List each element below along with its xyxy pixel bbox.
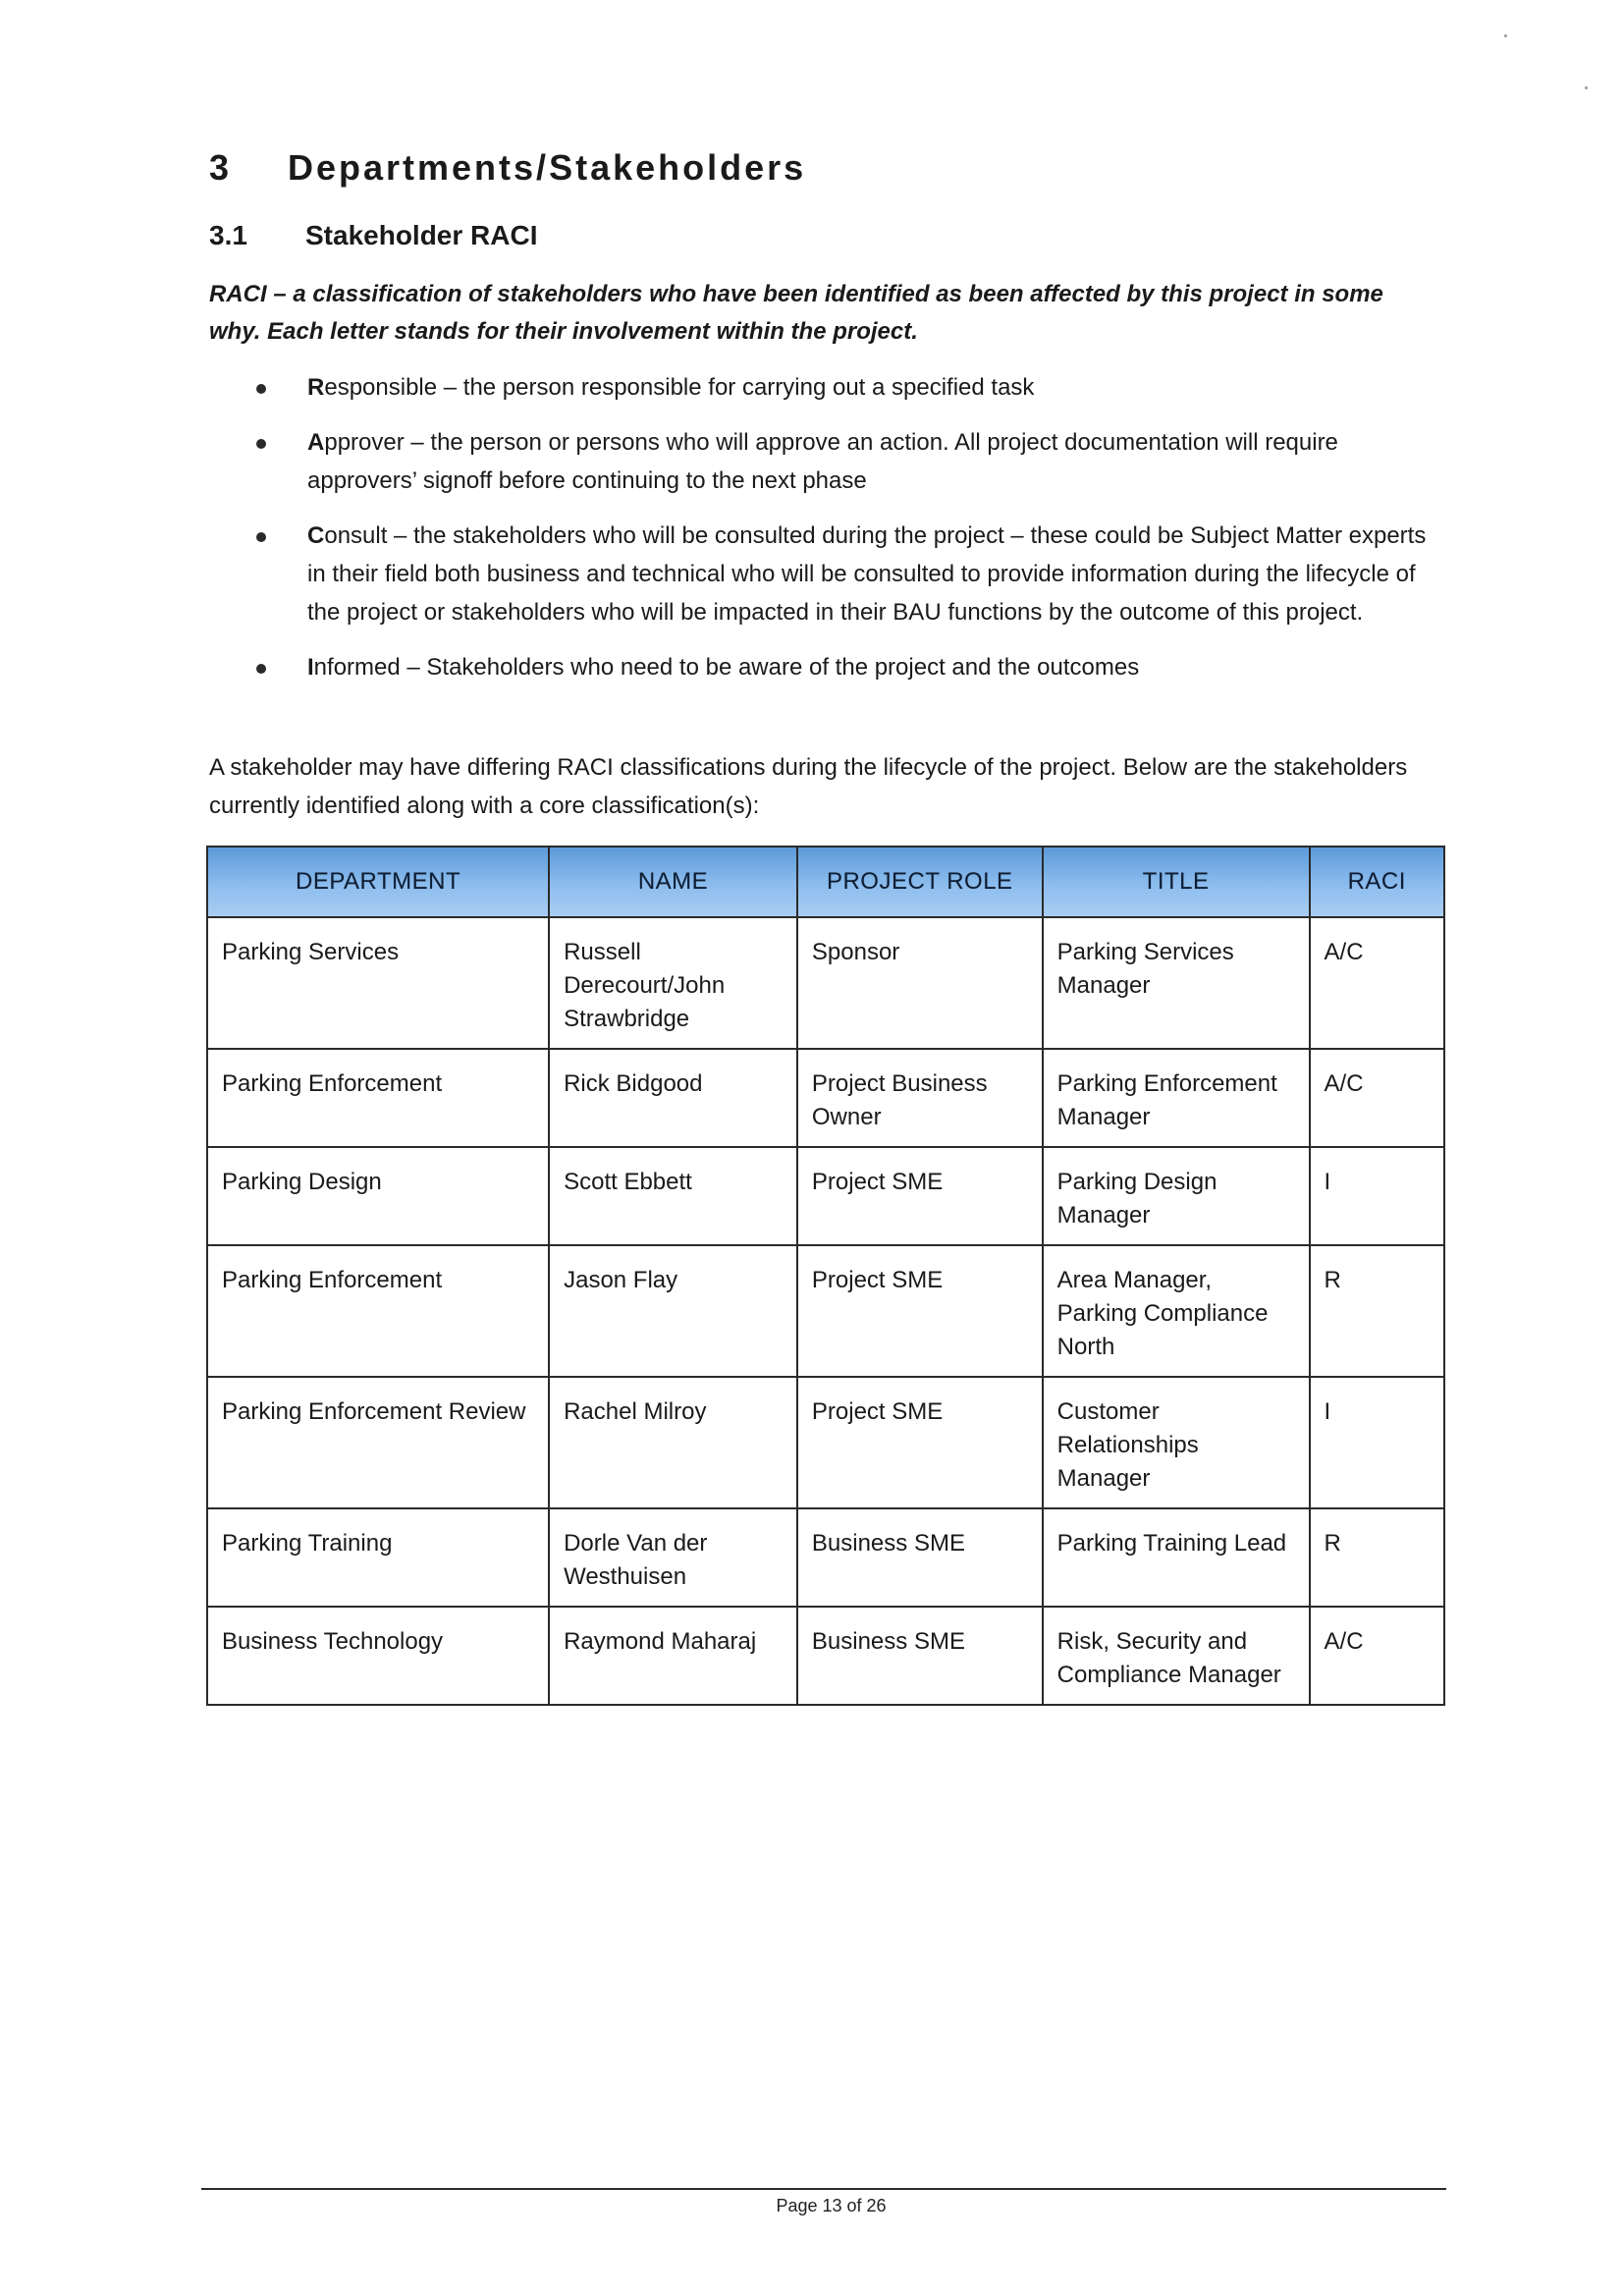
list-item <box>209 368 1446 407</box>
bullet-icon <box>256 384 266 394</box>
bullet-icon <box>256 532 266 542</box>
cell-project-role: Project Business Owner <box>797 1049 1043 1147</box>
page-number: Page 13 of 26 <box>776 2196 887 2215</box>
bullet-icon <box>256 664 266 674</box>
table-header-row <box>207 847 1444 917</box>
cell-department: Business Technology <box>207 1607 549 1705</box>
cell-project-role: Project SME <box>797 1245 1043 1377</box>
subsection-title: Stakeholder RACI <box>305 220 538 250</box>
cell-project-role: Sponsor <box>797 917 1043 1049</box>
cell-title: Customer Relationships Manager <box>1043 1377 1310 1508</box>
bullet-text: pprover – the person or persons who will approve an action. All project documentation will require approvers’ signoff before continuing to the next phase <box>307 429 1338 494</box>
cell-project-role: Project SME <box>797 1147 1043 1245</box>
cell-title: Parking Design Manager <box>1043 1147 1310 1245</box>
cell-name: Dorle Van der Westhuisen <box>549 1508 797 1607</box>
bullet-initial: C <box>307 522 325 549</box>
column-header-raci: RACI <box>1310 847 1444 917</box>
subsection-heading <box>209 220 538 251</box>
cell-department: Parking Training <box>207 1508 549 1607</box>
cell-project-role: Project SME <box>797 1377 1043 1508</box>
cell-name: Raymond Maharaj <box>549 1607 797 1705</box>
list-item <box>209 423 1446 500</box>
section-heading <box>209 147 806 189</box>
cell-raci: A/C <box>1310 917 1444 1049</box>
cell-name: Rachel Milroy <box>549 1377 797 1508</box>
list-item <box>209 517 1446 631</box>
list-item <box>209 648 1446 686</box>
bullet-text: nformed – Stakeholders who need to be aware of the project and the outcomes <box>313 654 1140 681</box>
cell-raci: A/C <box>1310 1049 1444 1147</box>
cell-title: Area Manager, Parking Compliance North <box>1043 1245 1310 1377</box>
cell-raci: R <box>1310 1508 1444 1607</box>
column-header-title: TITLE <box>1043 847 1310 917</box>
cell-raci: R <box>1310 1245 1444 1377</box>
cell-raci: I <box>1310 1147 1444 1245</box>
bullet-initial: A <box>307 429 325 456</box>
raci-definitions-list <box>209 368 1446 703</box>
bullet-initial: R <box>307 374 325 401</box>
cell-department: Parking Enforcement Review <box>207 1377 549 1508</box>
section-number: 3 <box>209 147 230 188</box>
cell-department: Parking Enforcement <box>207 1049 549 1147</box>
cell-title: Parking Services Manager <box>1043 917 1310 1049</box>
subsection-number: 3.1 <box>209 220 247 250</box>
scan-speck <box>1585 86 1588 89</box>
cell-department: Parking Enforcement <box>207 1245 549 1377</box>
table-row <box>207 1147 1444 1245</box>
cell-department: Parking Design <box>207 1147 549 1245</box>
scan-speck <box>1504 34 1507 37</box>
cell-name: Rick Bidgood <box>549 1049 797 1147</box>
table-row <box>207 1049 1444 1147</box>
cell-title: Risk, Security and Compliance Manager <box>1043 1607 1310 1705</box>
table-row <box>207 1245 1444 1377</box>
footer-divider <box>201 2188 1446 2190</box>
cell-name: Russell Derecourt/John Strawbridge <box>549 917 797 1049</box>
cell-title: Parking Enforcement Manager <box>1043 1049 1310 1147</box>
raci-intro: RACI – a classification of stakeholders who have been identified as been affected by this project in some why. Each letter stands for their involvement within the project. <box>209 281 1383 345</box>
table-row <box>207 1508 1444 1607</box>
bullet-icon <box>256 439 266 449</box>
cell-raci: A/C <box>1310 1607 1444 1705</box>
cell-name: Jason Flay <box>549 1245 797 1377</box>
cell-project-role: Business SME <box>797 1607 1043 1705</box>
column-header-department: DEPARTMENT <box>207 847 549 917</box>
stakeholder-paragraph: A stakeholder may have differing RACI classifications during the lifecycle of the project. Below are the stakeholders currently identified along with a core classification(s): <box>209 754 1408 819</box>
cell-raci: I <box>1310 1377 1444 1508</box>
cell-department: Parking Services <box>207 917 549 1049</box>
cell-name: Scott Ebbett <box>549 1147 797 1245</box>
bullet-initial: I <box>307 654 314 681</box>
cell-title: Parking Training Lead <box>1043 1508 1310 1607</box>
bullet-text: onsult – the stakeholders who will be consulted during the project – these could be Subject Matter experts in their field both business and technical who will be consulted to provide information during the lifecycle of the project or stakeholders who will be impacted in their BAU functions by the outcome of this project. <box>307 522 1427 626</box>
column-header-name: NAME <box>549 847 797 917</box>
raci-table <box>206 846 1445 1706</box>
table-row <box>207 917 1444 1049</box>
cell-project-role: Business SME <box>797 1508 1043 1607</box>
column-header-project-role: PROJECT ROLE <box>797 847 1043 917</box>
bullet-text: esponsible – the person responsible for carrying out a specified task <box>324 374 1035 401</box>
table-row <box>207 1377 1444 1508</box>
section-title: Departments/Stakeholders <box>288 147 807 188</box>
table-row <box>207 1607 1444 1705</box>
